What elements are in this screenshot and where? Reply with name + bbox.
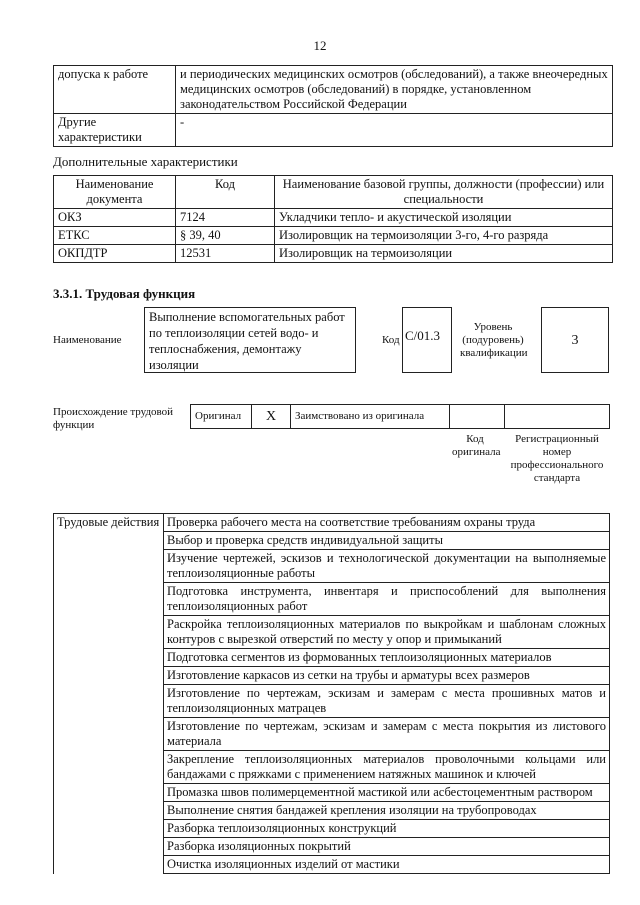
level-label: Уровень (подуровень) квалификации xyxy=(460,321,528,359)
action-item: Подготовка сегментов из формованных теплоизоляционных материалов xyxy=(164,649,610,667)
header-name: Наименование базовой группы, должности (профессии) или специальности xyxy=(275,176,613,209)
section-title: 3.3.1. Трудовая функция xyxy=(53,286,196,301)
origin-label: Происхождение трудовой функции xyxy=(53,406,174,431)
action-item: Разборка изоляционных покрытий xyxy=(164,838,610,856)
cell-name: Укладчики тепло- и акустической изоляции xyxy=(275,209,613,227)
table-row xyxy=(54,114,613,147)
function-name-box: Выполнение вспомогательных работ по теплоизоляции сетей водо- и теплоснабжения, демонтажу изоляции xyxy=(144,307,356,373)
table-row xyxy=(54,227,613,245)
name-label: Наименование xyxy=(53,334,122,346)
additional-table xyxy=(53,175,613,263)
action-item: Изготовление по чертежам, эскизам и замерам с места покрытия из листового материала xyxy=(164,718,610,751)
code-label: Код xyxy=(382,334,400,346)
action-item: Разборка теплоизоляционных конструкций xyxy=(164,820,610,838)
additional-title: Дополнительные характеристики xyxy=(53,154,238,169)
table-row xyxy=(54,66,613,114)
page-number: 12 xyxy=(313,38,327,53)
row-label: допуска к работе xyxy=(54,66,176,114)
action-item: Выполнение снятия бандажей крепления изоляции на трубопроводах xyxy=(164,802,610,820)
level-box: 3 xyxy=(541,307,609,373)
action-item: Очистка изоляционных изделий от мастики xyxy=(164,856,610,874)
cell-name: Изолировщик на термоизоляции 3-го, 4-го разряда xyxy=(275,227,613,245)
function-code-box: С/01.3 xyxy=(402,307,452,373)
cell-name: Изолировщик на термоизоляции xyxy=(275,245,613,263)
row-value: - xyxy=(176,114,613,147)
action-item: Изготовление каркасов из сетки на трубы и арматуры всех размеров xyxy=(164,667,610,685)
cell-doc: ЕТКС xyxy=(54,227,176,245)
header-code: Код xyxy=(176,176,275,209)
code-original-cell xyxy=(450,405,505,429)
table-row xyxy=(54,245,613,263)
action-item: Выбор и проверка средств индивидуальной защиты xyxy=(164,532,610,550)
cell-doc: ОКЗ xyxy=(54,209,176,227)
action-item: Раскройка теплоизоляционных материалов по выкройкам и шаблонам сложных контуров с вырезкой отверстий по месту у опор и примыканий xyxy=(164,616,610,649)
action-item: Промазка швов полимерцементной мастикой или асбестоцементным раствором xyxy=(164,784,610,802)
action-item: Проверка рабочего места на соответствие требованиям охраны труда xyxy=(164,514,610,532)
row-value: и периодических медицинских осмотров (обследований), а также внеочередных медицинских осмотров (обследований) в порядке, установленном законодательством Российской Федерации xyxy=(176,66,613,114)
header-doc: Наименование документа xyxy=(54,176,176,209)
code-original-label: Код оригинала xyxy=(452,433,501,458)
row-label: Другие характеристики xyxy=(54,114,176,147)
cell-code: 12531 xyxy=(176,245,275,263)
reg-number-label: Регистрационный номер профессионального стандарта xyxy=(510,433,604,484)
original-cell: Оригинал xyxy=(191,405,252,429)
actions-label: Трудовые действия xyxy=(54,514,164,874)
table-row xyxy=(191,405,610,429)
actions-table xyxy=(53,513,610,874)
cell-doc: ОКПДТР xyxy=(54,245,176,263)
borrowed-cell: Заимствовано из оригинала xyxy=(291,405,450,429)
table-row xyxy=(54,209,613,227)
cell-code: 7124 xyxy=(176,209,275,227)
action-item: Изготовление по чертежам, эскизам и замерам с места прошивных матов и теплоизоляционных матрацев xyxy=(164,685,610,718)
reg-number-cell xyxy=(505,405,610,429)
action-item: Изучение чертежей, эскизов и технологической документации на выполняемые теплоизоляционные работы xyxy=(164,550,610,583)
action-item: Подготовка инструмента, инвентаря и приспособлений для выполнения теплоизоляционных работ xyxy=(164,583,610,616)
requirements-table xyxy=(53,65,613,147)
table-row xyxy=(54,514,610,532)
action-item: Закрепление теплоизоляционных материалов проволочными кольцами или бандажами с пряжками с применением натяжных машинок и ключей xyxy=(164,751,610,784)
original-mark: X xyxy=(252,405,291,429)
table-header-row xyxy=(54,176,613,209)
origin-table xyxy=(190,404,610,429)
cell-code: § 39, 40 xyxy=(176,227,275,245)
